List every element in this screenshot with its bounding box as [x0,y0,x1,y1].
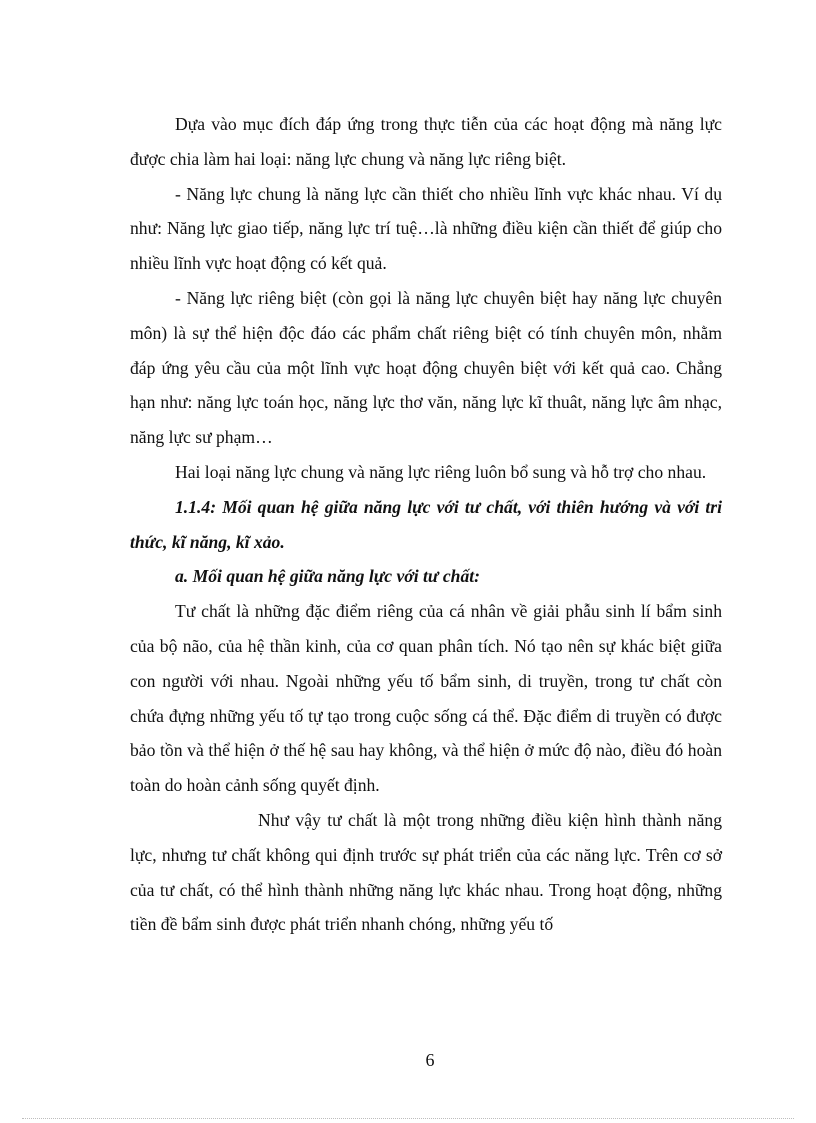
page-bottom-divider [22,1118,794,1119]
paragraph-specific-ability: - Năng lực riêng biệt (còn gọi là năng lực chuyên biệt hay năng lực chuyên môn) là sự thể hiện độc đáo các phẩm chất riêng biệt có tính chuyên môn, nhằm đáp ứng yêu cầu của một lĩnh vực hoạt động chuyên biệt với kết quả cao. Chẳng hạn như: năng lực toán học, năng lực thơ văn, năng lực kĩ thuât, năng lực âm nhạc, năng lực sư phạm… [130,287,722,448]
body-text [130,107,722,942]
paragraph-aptitude: Tư chất là những đặc điểm riêng của cá nhân về giải phẫu sinh lí bẩm sinh của bộ não, của hệ thần kinh, của cơ quan phân tích. Nó tạo nên sự khác biệt giữa con người với nhau. Ngoài những yếu tố bẩm sinh, di truyền, trong tư chất còn chứa đựng những yếu tố tự tạo trong cuộc sống cá thể. Đặc điểm di truyền có được bảo tồn và thể hiện ở thế hệ sau hay không, và thể hiện ở mức độ nào, điều đó hoàn toàn do hoàn cảnh sống quyết định. [130,601,722,796]
page-number: 6 [425,1050,435,1070]
paragraph-conclusion: Như vậy tư chất là một trong những điều kiện hình thành năng lực, nhưng tư chất không qui định trước sự phát triển của các năng lực. Trên cơ sở của tư chất, có thể hình thành những năng lực khác nhau. Trong hoạt động, những tiền đề bẩm sinh được phát triển nhanh chóng, những yếu tố [130,809,722,935]
paragraph-intro: Dựa vào mục đích đáp ứng trong thực tiễn của các hoạt động mà năng lực được chia làm hai loại: năng lực chung và năng lực riêng biệt. [130,114,722,169]
section-heading: 1.1.4: Mối quan hệ giữa năng lực với tư chất, với thiên hướng và với tri thức, kĩ năng, kĩ xảo. [130,496,722,552]
paragraph-general-ability: - Năng lực chung là năng lực cần thiết cho nhiều lĩnh vực khác nhau. Ví dụ như: Năng lực giao tiếp, năng lực trí tuệ…là những điều kiện cần thiết để giúp cho nhiều lĩnh vực hoạt động có kết quả. [130,183,722,274]
subsection-heading: a. Mối quan hệ giữa năng lực với tư chất: [175,566,480,587]
paragraph-complement: Hai loại năng lực chung và năng lực riêng luôn bổ sung và hỗ trợ cho nhau. [175,461,707,482]
